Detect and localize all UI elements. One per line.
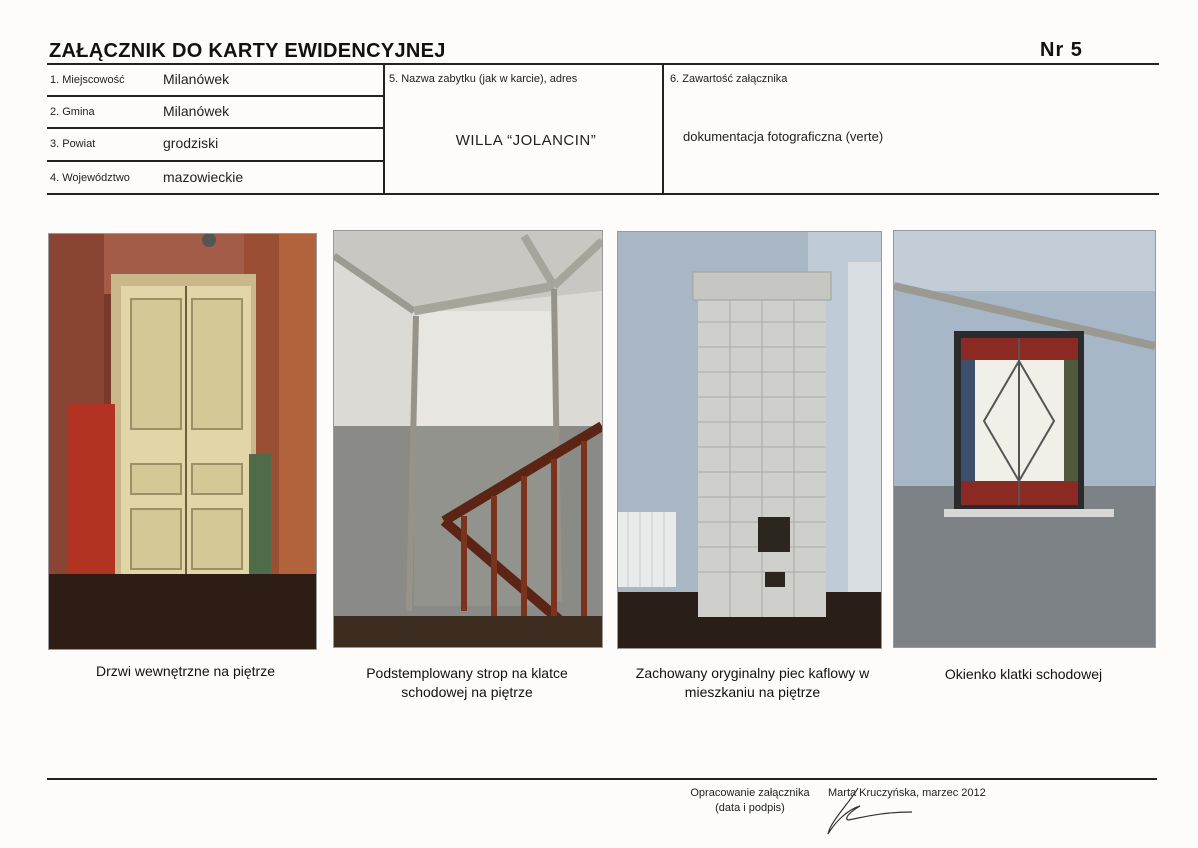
photo-caption <box>893 665 1154 684</box>
caption-line: Podstemplowany strop na klatce <box>366 665 568 681</box>
caption-line: Okienko klatki schodowej <box>944 666 1103 682</box>
document-title: ZAŁĄCZNIK DO KARTY EWIDENCYJNEJ <box>49 40 446 62</box>
table-row-divider <box>47 160 385 162</box>
table-row-divider <box>47 95 385 97</box>
photo-staircase-image <box>334 231 602 647</box>
table-row-divider <box>47 127 385 129</box>
photo-stairwell-window <box>893 230 1156 648</box>
field-label-zawartosc: 6. Zawartość załącznika <box>670 73 788 85</box>
field-value-wojewodztwo: mazowieckie <box>163 169 244 185</box>
caption-line: Drzwi wewnętrzne na piętrze <box>96 663 275 679</box>
footer-author: Marta Kruczyńska, marzec 2012 <box>828 787 986 799</box>
table-top-border <box>47 63 1159 65</box>
field-value-zawartosc: dokumentacja fotograficzna (verte) <box>683 129 884 144</box>
table-column-divider <box>662 63 664 195</box>
footer-prepared-by-label <box>680 786 820 816</box>
field-value-miejscowosc: Milanówek <box>163 71 230 87</box>
table-column-divider <box>383 63 385 195</box>
caption-line: schodowej na piętrze <box>401 684 533 700</box>
photo-door-image <box>49 234 316 649</box>
footer-divider <box>47 778 1157 780</box>
photo-staircase-ceiling <box>333 230 603 648</box>
field-value-gmina: Milanówek <box>163 103 230 119</box>
field-label-wojewodztwo: 4. Województwo <box>50 172 130 184</box>
field-label-powiat: 3. Powiat <box>50 138 96 150</box>
photo-caption <box>48 662 323 681</box>
photo-caption <box>610 664 895 702</box>
signature-image <box>820 782 920 838</box>
footer-label-line: (data i podpis) <box>715 802 785 814</box>
photo-window-image <box>894 231 1155 647</box>
footer-label-line: Opracowanie załącznika <box>690 787 810 799</box>
document-number: Nr 5 <box>1040 39 1083 61</box>
field-label-nazwa: 5. Nazwa zabytku (jak w karcie), adres <box>389 73 578 85</box>
caption-line: mieszkaniu na piętrze <box>684 684 821 700</box>
caption-line: Zachowany oryginalny piec kaflowy w <box>635 665 870 681</box>
photo-interior-door <box>48 233 317 650</box>
photo-tiled-stove <box>617 231 882 649</box>
field-value-nazwa: WILLA “JOLANCIN” <box>455 132 597 149</box>
field-label-miejscowosc: 1. Miejscowość <box>50 74 125 86</box>
table-bottom-border <box>47 193 1159 195</box>
field-label-gmina: 2. Gmina <box>50 106 95 118</box>
field-value-powiat: grodziski <box>163 135 219 151</box>
photo-caption <box>322 664 612 702</box>
photo-stove-image <box>618 232 881 648</box>
